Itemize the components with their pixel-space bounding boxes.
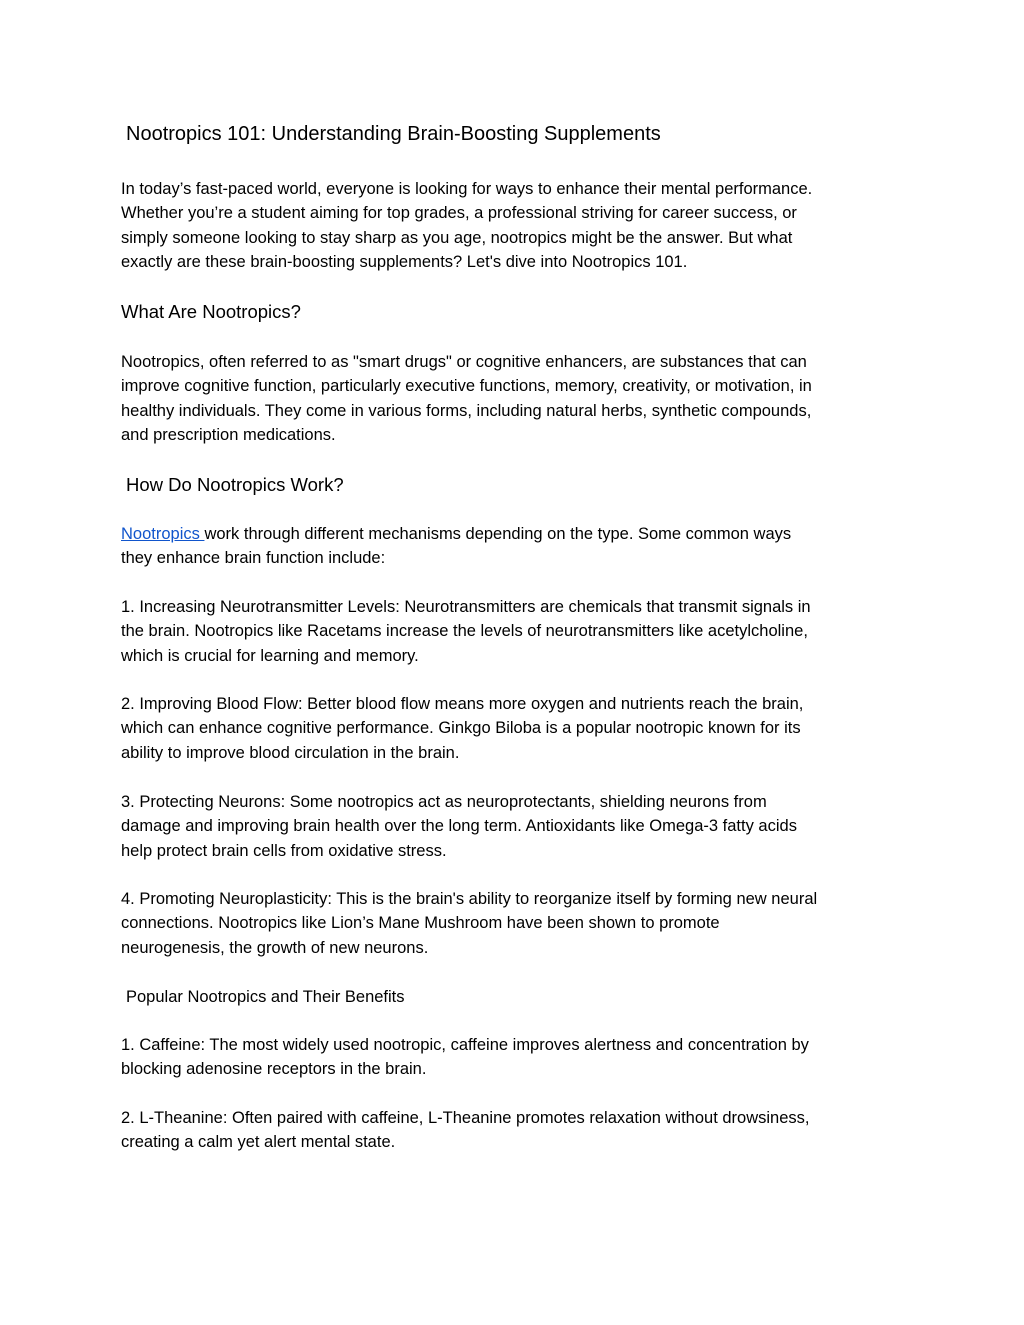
- text-line: blocking adenosine receptors in the brain.: [121, 1060, 427, 1079]
- text-line: 2. L-Theanine: Often paired with caffeine, L-Theanine promotes relaxation without drowsiness,: [121, 1109, 810, 1127]
- mechanism-item-1: [121, 595, 911, 668]
- nootropics-link[interactable]: Nootropics: [121, 525, 205, 543]
- text-line: creating a calm yet alert mental state.: [121, 1133, 396, 1152]
- text-line: 1. Caffeine: The most widely used nootropic, caffeine improves alertness and concentration by: [121, 1036, 809, 1054]
- text-line: 4. Promoting Neuroplasticity: This is the brain's ability to reorganize itself by forming new neural: [121, 890, 818, 908]
- section-heading-what: What Are Nootropics?: [121, 301, 301, 322]
- text-line: improve cognitive function, particularly executive functions, memory, creativity, or motivation, in: [121, 377, 812, 396]
- text-line: help protect brain cells from oxidative stress.: [121, 841, 447, 860]
- mechanism-item-3: [121, 790, 911, 863]
- text-line: the brain. Nootropics like Racetams increase the levels of neurotransmitters like acetylcholine,: [121, 622, 808, 641]
- text-line: exactly are these brain-boosting supplements? Let's dive into Nootropics 101.: [121, 253, 688, 272]
- text-line: 1. Increasing Neurotransmitter Levels: Neurotransmitters are chemicals that transmit signals in: [121, 598, 811, 616]
- text-fragment: work through different mechanisms depending on the type. Some common ways: [204, 525, 792, 543]
- intro-paragraph: [121, 177, 911, 275]
- text-line: neurogenesis, the growth of new neurons.: [121, 938, 429, 957]
- mechanism-item-2: [121, 692, 911, 765]
- page-title: Nootropics 101: Understanding Brain-Boosting Supplements: [126, 123, 661, 145]
- text-line: they enhance brain function include:: [121, 549, 386, 568]
- section-heading-popular: Popular Nootropics and Their Benefits: [126, 988, 405, 1006]
- what-paragraph: [121, 350, 911, 448]
- text-line: 3. Protecting Neurons: Some nootropics act as neuroprotectants, shielding neurons from: [121, 793, 767, 811]
- text-line: simply someone looking to stay sharp as you age, nootropics might be the answer. But what: [121, 228, 793, 247]
- section-heading-how: How Do Nootropics Work?: [126, 474, 344, 495]
- text-line: ability to improve blood circulation in the brain.: [121, 743, 460, 762]
- popular-item-2: [121, 1106, 911, 1155]
- text-line: Nootropics, often referred to as "smart drugs" or cognitive enhancers, are substances that can: [121, 353, 807, 371]
- text-line: and prescription medications.: [121, 426, 336, 445]
- text-line: [121, 522, 911, 546]
- text-line: healthy individuals. They come in various forms, including natural herbs, synthetic compounds,: [121, 401, 812, 420]
- text-line: In today’s fast-paced world, everyone is looking for ways to enhance their mental performance.: [121, 180, 813, 198]
- text-line: Whether you’re a student aiming for top grades, a professional striving for career success, or: [121, 204, 797, 223]
- text-line: which is crucial for learning and memory.: [121, 646, 419, 665]
- text-line: which can enhance cognitive performance. Ginkgo Biloba is a popular nootropic known for its: [121, 719, 801, 738]
- mechanism-item-4: [121, 887, 911, 960]
- text-line: connections. Nootropics like Lion’s Mane Mushroom have been shown to promote: [121, 914, 720, 933]
- popular-item-1: [121, 1033, 911, 1082]
- how-intro-paragraph: [121, 522, 911, 571]
- text-line: damage and improving brain health over the long term. Antioxidants like Omega-3 fatty acids: [121, 817, 797, 836]
- text-line: 2. Improving Blood Flow: Better blood flow means more oxygen and nutrients reach the brain,: [121, 695, 804, 713]
